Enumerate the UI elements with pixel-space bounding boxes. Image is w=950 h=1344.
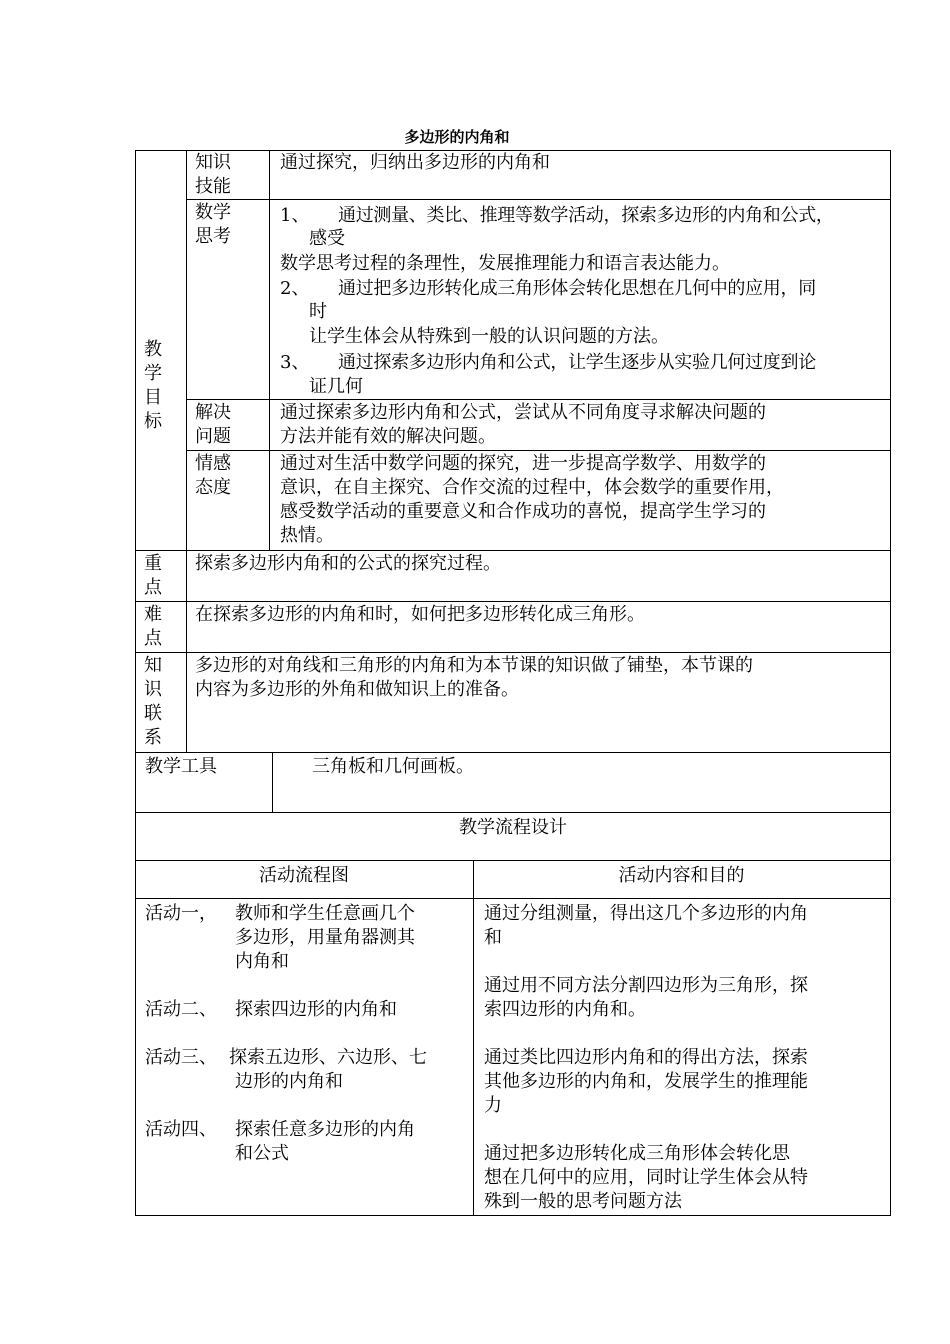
row-attitude-line-4: 热情。 (280, 525, 334, 546)
thinking-item-2-after: 让学生体会从特殊到一般的认识问题的方法。 (309, 326, 669, 347)
row-knowledge-text: 通过探究，归纳出多边形的内角和 (280, 152, 550, 173)
activity-2-line-1: 探索四边形的内角和 (235, 999, 397, 1020)
document-title: 多边形的内角和 (404, 128, 510, 146)
content-2-line-2: 索四边形的内角和。 (484, 999, 646, 1020)
activity-1-line-1: 教师和学生任意画几个 (235, 903, 415, 924)
activity-4-prefix: 活动四、 (145, 1119, 217, 1140)
thinking-item-2-text: 通过把多边形转化成三角形体会转化思想在几何中的应用，同 (338, 278, 816, 299)
row-attitude-label-2: 态度 (195, 477, 231, 498)
content-3-line-2: 其他多边形的内角和，发展学生的推理能 (484, 1071, 808, 1092)
content-1-line-2: 和 (484, 927, 502, 948)
key-point-text: 探索多边形内角和的公式的探究过程。 (195, 553, 501, 574)
row-attitude-line-3: 感受数学活动的重要意义和合作成功的喜悦，提高学生学习的 (280, 501, 766, 522)
knowledge-link-line-2: 内容为多边形的外角和做知识上的准备。 (195, 679, 519, 700)
flow-col1-header: 活动流程图 (259, 865, 349, 886)
row-knowledge-label-1: 知识 (195, 152, 231, 173)
flow-col2-header: 活动内容和目的 (618, 865, 745, 886)
difficulty-text: 在探索多边形的内角和时，如何把多边形转化成三角形。 (195, 604, 645, 625)
activity-4-line-2: 和公式 (235, 1143, 289, 1164)
content-4-line-2: 想在几何中的应用，同时让学生体会从特 (484, 1167, 808, 1188)
activity-2-prefix: 活动二、 (145, 999, 217, 1020)
row-problem-label-2: 问题 (195, 426, 231, 447)
content-4-line-3: 殊到一般的思考问题方法 (484, 1191, 682, 1212)
thinking-item-1-text: 通过测量、类比、推理等数学活动，探索多边形的内角和公式， (338, 205, 834, 226)
thinking-item-1-cont: 感受 (309, 228, 345, 249)
difficulty-label: 难点 (144, 604, 162, 649)
row-thinking-label-1: 数学 (195, 202, 231, 223)
content-2-line-1: 通过用不同方法分割四边形为三角形，探 (484, 975, 808, 996)
thinking-item-2-cont: 时 (309, 301, 327, 322)
activity-1-prefix: 活动一， (145, 903, 217, 924)
row-problem-line-2: 方法并能有效的解决问题。 (280, 426, 496, 447)
row-problem-line-1: 通过探索多边形内角和公式，尝试从不同角度寻求解决问题的 (280, 402, 766, 423)
content-1-line-1: 通过分组测量，得出这几个多边形的内角 (484, 903, 808, 924)
thinking-item-1-after: 数学思考过程的条理性，发展推理能力和语言表达能力。 (280, 253, 730, 274)
thinking-item-3-cont: 证几何 (309, 376, 363, 397)
row-knowledge-label-2: 技能 (195, 176, 231, 197)
row-problem-label-1: 解决 (195, 402, 231, 423)
knowledge-link-label: 知识联系 (144, 655, 162, 748)
flow-heading: 教学流程设计 (459, 817, 567, 838)
objectives-label: 教学目标 (144, 339, 162, 432)
activity-4-line-1: 探索任意多边形的内角 (235, 1119, 415, 1140)
thinking-item-3-text: 通过探索多边形内角和公式，让学生逐步从实验几何过度到论 (338, 352, 816, 373)
content-4-line-1: 通过把多边形转化成三角形体会转化思 (484, 1143, 790, 1164)
key-point-label: 重点 (144, 553, 162, 598)
row-attitude-line-1: 通过对生活中数学问题的探究，进一步提高学数学、用数学的 (280, 453, 766, 474)
thinking-item-1-num: 1、 (280, 205, 310, 226)
activity-1-line-3: 内角和 (235, 951, 289, 972)
content-3-line-1: 通过类比四边形内角和的得出方法，探索 (484, 1047, 808, 1068)
row-attitude-line-2: 意识，在自主探究、合作交流的过程中，体会数学的重要作用， (280, 477, 784, 498)
thinking-item-2-num: 2、 (280, 278, 310, 299)
activity-1-line-2: 多边形，用量角器测其 (235, 927, 415, 948)
content-3-line-3: 力 (484, 1095, 502, 1116)
knowledge-link-line-1: 多边形的对角线和三角形的内角和为本节课的知识做了铺垫，本节课的 (195, 655, 753, 676)
tools-text: 三角板和几何画板。 (312, 756, 474, 777)
activity-3-line-1: 探索五边形、六边形、七 (229, 1047, 427, 1068)
tools-label: 教学工具 (145, 756, 217, 777)
row-thinking-label-2: 思考 (195, 226, 231, 247)
thinking-item-3-num: 3、 (280, 352, 310, 373)
row-attitude-label-1: 情感 (195, 453, 231, 474)
activity-3-prefix: 活动三、 (145, 1047, 217, 1068)
activity-3-line-2: 边形的内角和 (235, 1071, 343, 1092)
